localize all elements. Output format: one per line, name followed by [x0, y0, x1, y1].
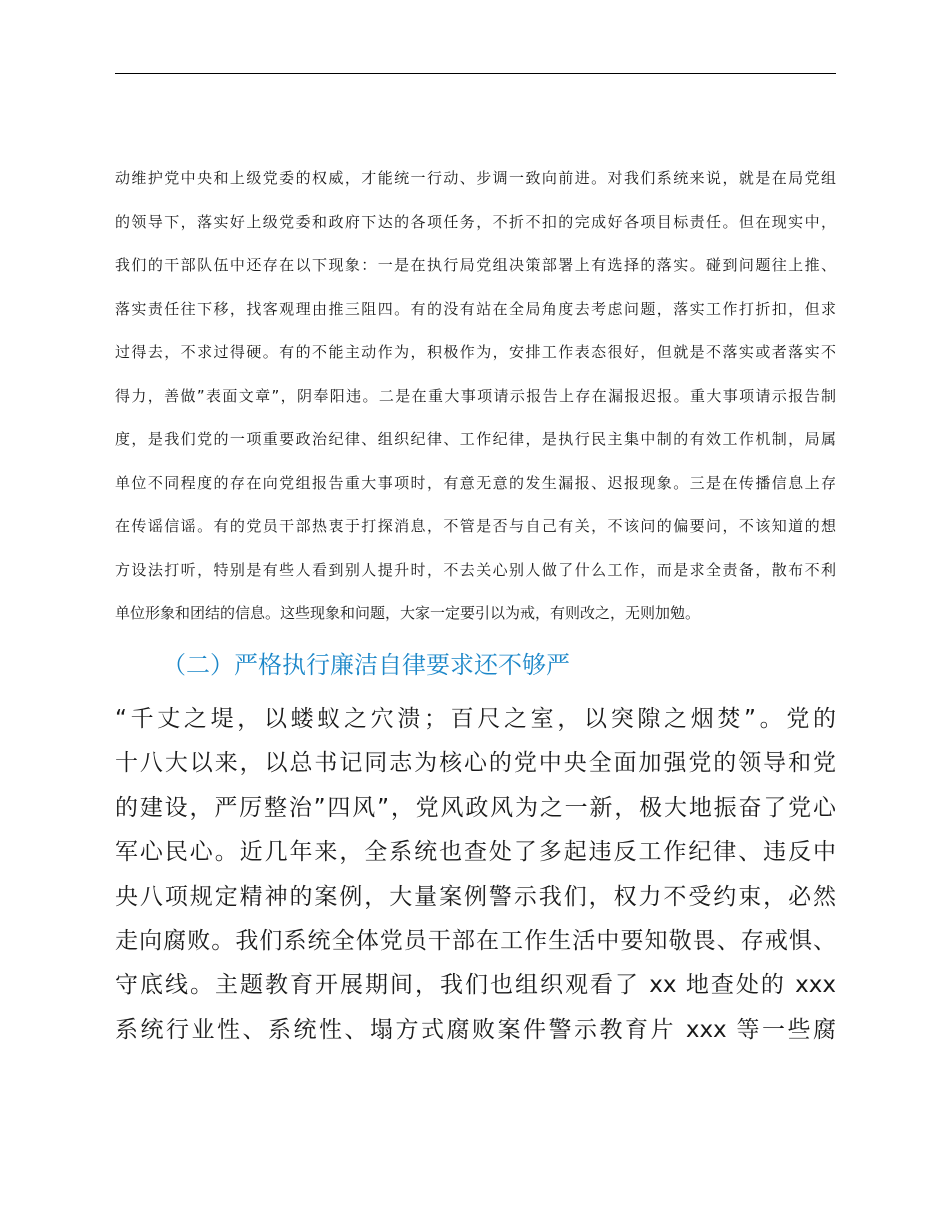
text-line: 守底线。主题教育开展期间，我们也组织观看了 xx 地查处的 xxx	[115, 972, 836, 999]
text-line: 央八项规定精神的案例，大量案例警示我们，权力不受约束，必然	[115, 883, 836, 910]
text-line: 军心民心。近几年来，全系统也查处了多起违反工作纪律、违反中	[115, 839, 836, 866]
text-line: 得力，善做”表面文章”，阴奉阳违。二是在重大事项请示报告上存在漏报迟报。重大事项请示报告制	[115, 386, 836, 405]
text-line: 落实责任往下移，找客观理由推三阻四。有的没有站在全局角度去考虑问题，落实工作打折扣，但求	[115, 299, 836, 318]
text-line: “千丈之堤，以蝼蚁之穴溃；百尺之室，以突隙之烟焚”。党的	[115, 706, 836, 732]
text-line: 的领导下，落实好上级党委和政府下达的各项任务，不折不扣的完成好各项目标责任。但在现实中，	[115, 212, 836, 231]
text-line: 度，是我们党的一项重要政治纪律、组织纪律、工作纪律，是执行民主集中制的有效工作机制，局属	[115, 430, 836, 448]
section-body	[115, 697, 836, 1052]
text-line: 单位形象和团结的信息。这些现象和问题，大家一定要引以为戒，有则改之，无则加勉。	[115, 604, 701, 622]
text-line: 在传谣信谣。有的党员干部热衷于打探消息，不管是否与自己有关，不该问的偏要问，不该知道的想	[115, 517, 836, 535]
header-rule	[115, 73, 836, 74]
text-line: 系统行业性、系统性、塌方式腐败案件警示教育片 xxx 等一些腐	[115, 1016, 836, 1043]
paragraph-continuation	[115, 157, 836, 636]
text-line: 动维护党中央和上级党委的权威，才能统一行动、步调一致向前进。对我们系统来说，就是在局党组	[115, 169, 836, 187]
text-line: 我们的干部队伍中还存在以下现象：一是在执行局党组决策部署上有选择的落实。碰到问题往上推、	[115, 256, 836, 274]
text-line: 过得去，不求过得硬。有的不能主动作为，积极作为，安排工作表态很好，但就是不落实或者落实不	[115, 343, 836, 361]
text-line: 的建设，严厉整治”四风”，党风政风为之一新，极大地振奋了党心	[115, 794, 836, 821]
section-heading: （二）严格执行廉洁自律要求还不够严	[162, 651, 570, 679]
text-line: 方设法打听，特别是有些人看到别人提升时，不去关心别人做了什么工作，而是求全责备，散布不利	[115, 560, 836, 579]
text-line: 十八大以来，以总书记同志为核心的党中央全面加强党的领导和党	[115, 750, 836, 777]
text-line: 单位不同程度的存在向党组报告重大事项时，有意无意的发生漏报、迟报现象。三是在传播信息上存	[115, 473, 836, 492]
text-line: 走向腐败。我们系统全体党员干部在工作生活中要知敬畏、存戒惧、	[115, 927, 836, 954]
